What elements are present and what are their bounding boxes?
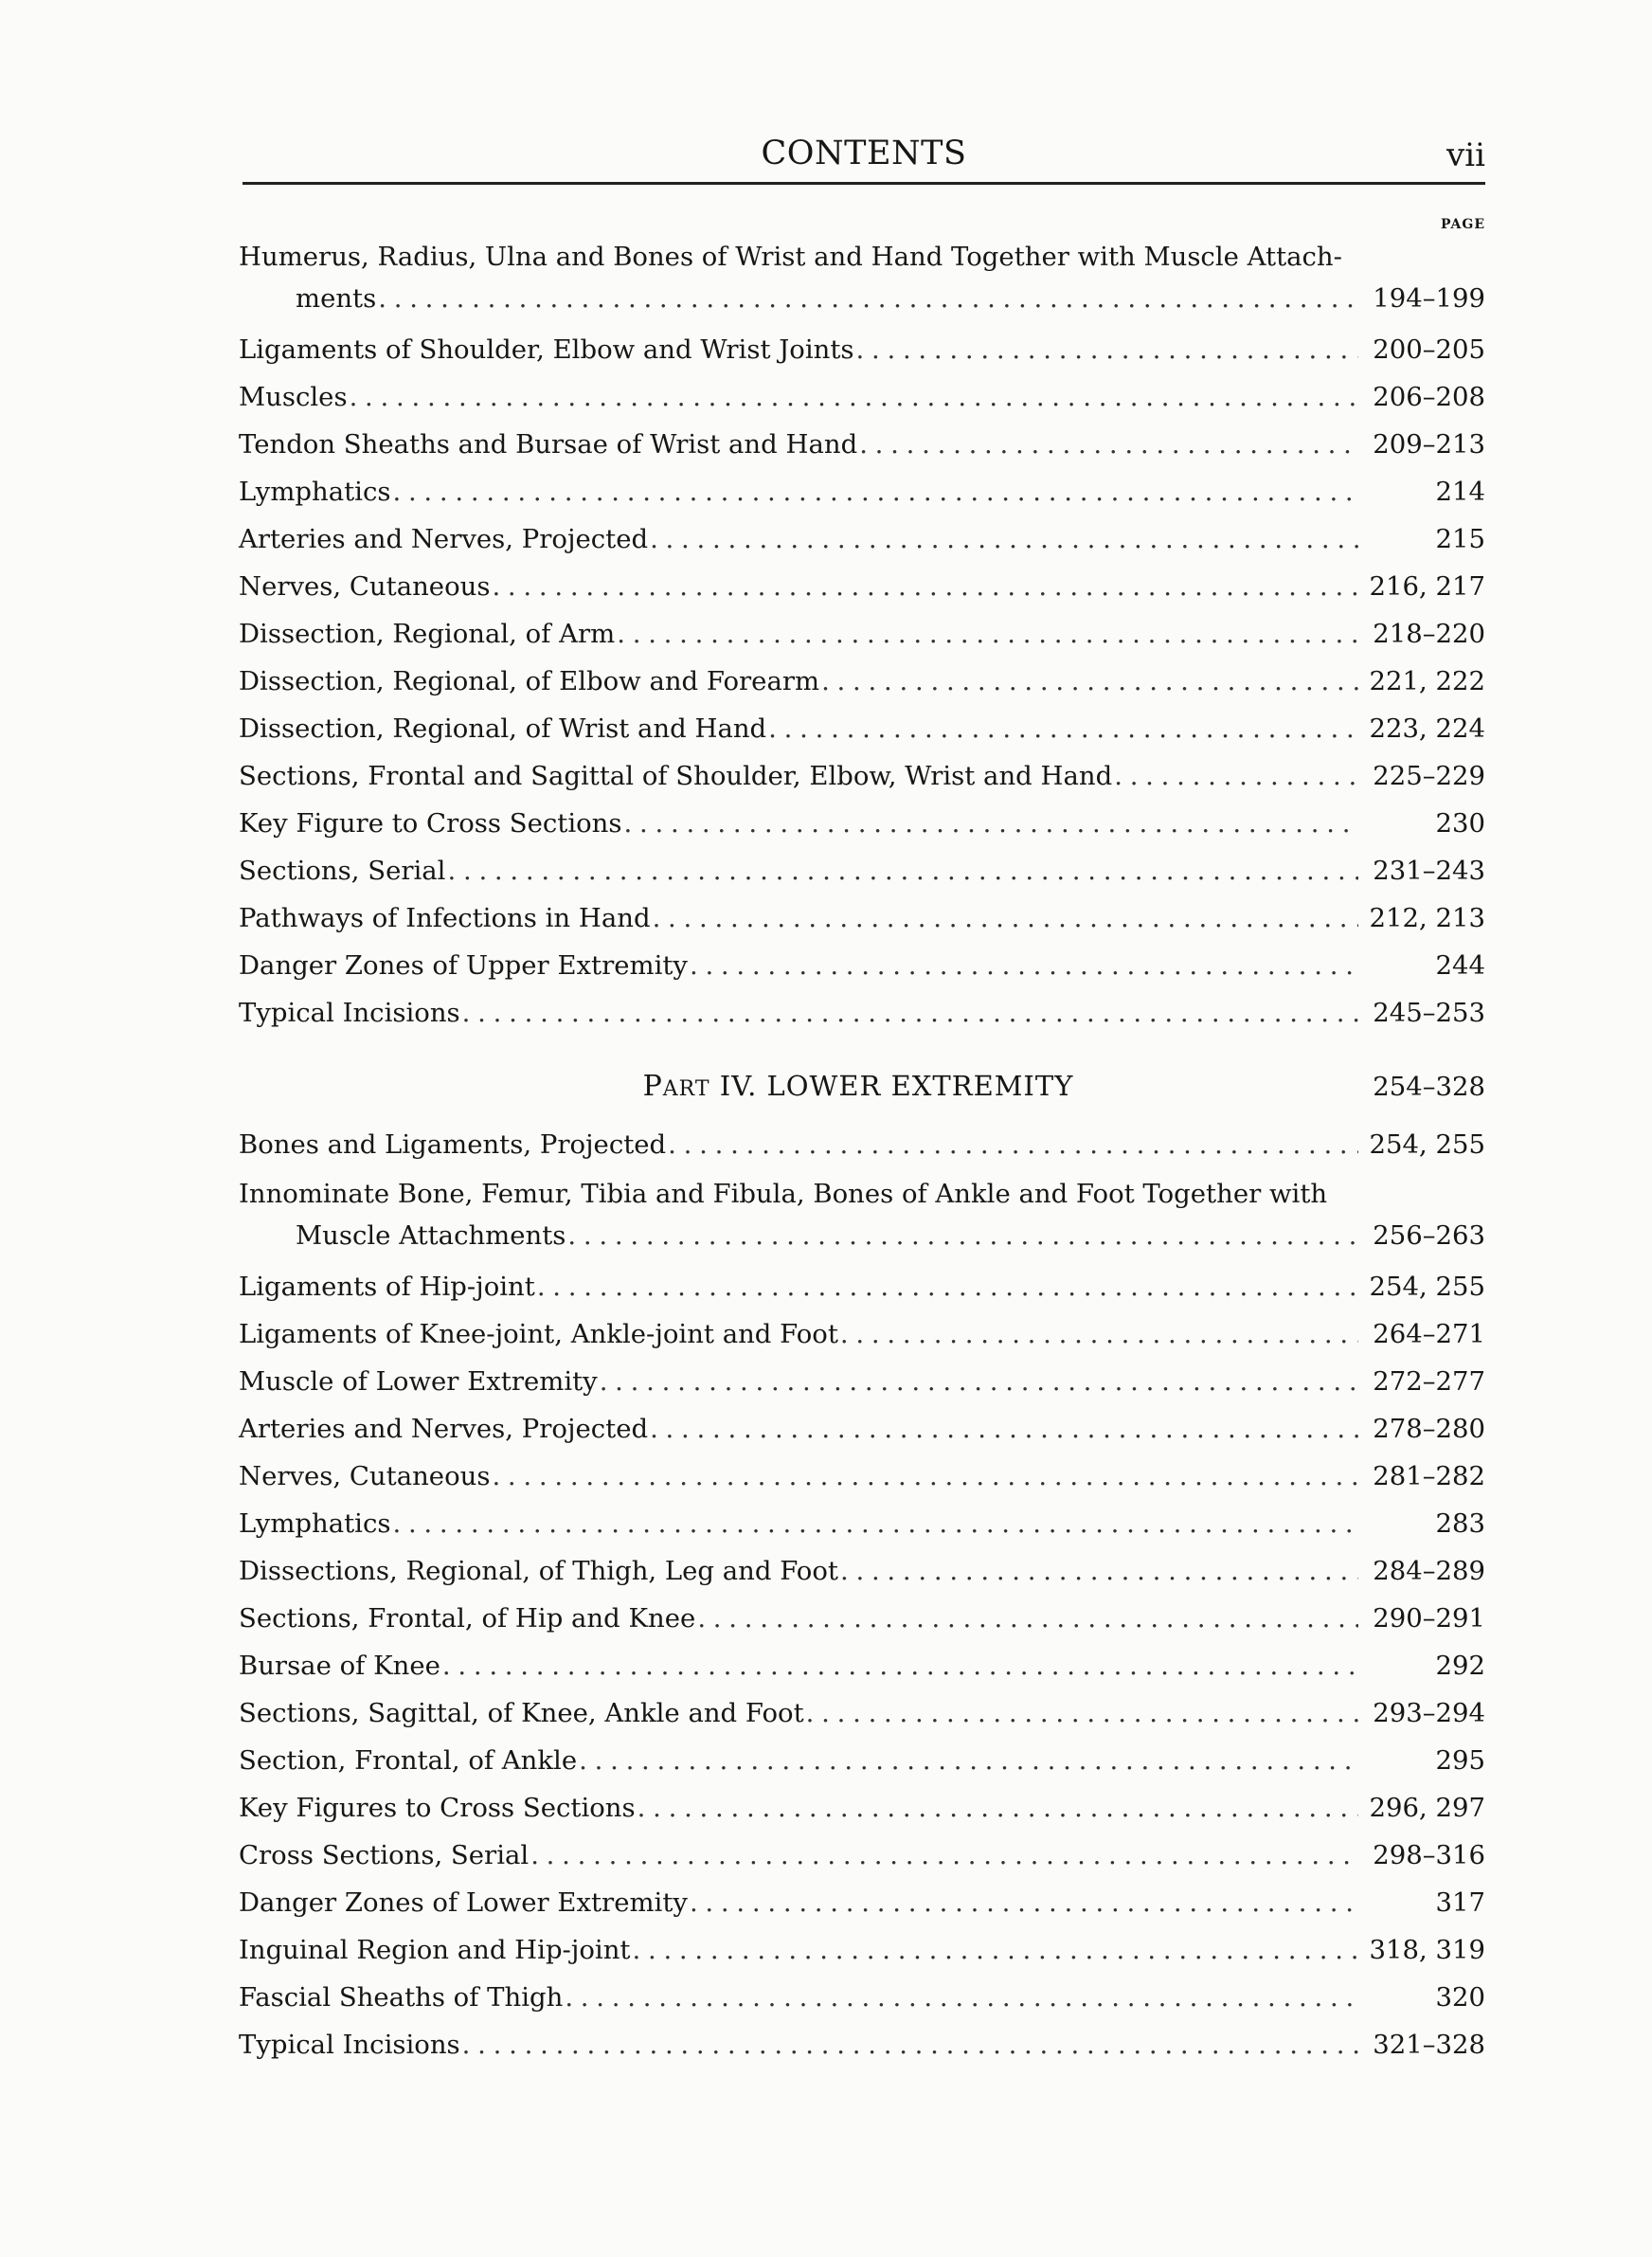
toc-entry [239,1598,1485,1639]
part-pages: 254–328 [1373,1072,1485,1102]
toc-entry-row [239,1977,1485,2018]
toc-entry-row [239,1693,1485,1734]
dot-leader [350,377,1358,418]
toc-entry-title: Muscle of Lower Extremity [239,1366,598,1397]
table-of-contents [239,235,1485,2072]
dot-leader [392,1504,1358,1544]
dot-leader [653,898,1358,939]
toc-entry-title: ments [296,283,377,314]
toc-entry-pages: 292 [1435,1651,1485,1681]
toc-entry [239,472,1485,513]
toc-entry-title: Danger Zones of Upper Extremity [239,950,688,981]
toc-entry [239,1314,1485,1355]
dot-leader [492,567,1358,607]
toc-entry-title: Sections, Frontal and Sagittal of Shoulder, Elbow, Wrist and Hand [239,761,1113,791]
dot-leader [806,1693,1358,1734]
toc-entry-row [239,424,1485,465]
toc-entry-pages: 215 [1435,524,1485,554]
dot-leader [637,1788,1358,1829]
toc-entry-pages: 206–208 [1373,382,1485,412]
toc-entry [239,661,1485,702]
toc-entry-title-line1: Humerus, Radius, Ulna and Bones of Wrist and Hand Together with Muscle Attach- [239,242,1342,272]
toc-entry [239,2025,1485,2066]
toc-entry-title: Key Figures to Cross Sections [239,1793,636,1823]
toc-entry [239,1267,1485,1308]
dot-leader [1114,756,1358,797]
toc-entry-title: Fascial Sheaths of Thigh [239,1982,564,2013]
toc-entry [239,1788,1485,1829]
dot-leader [530,1835,1358,1876]
part-heading [239,1070,1485,1125]
toc-entry-title: Muscles [239,382,348,412]
dot-leader [690,1883,1358,1923]
toc-entry [239,1883,1485,1923]
toc-entry-pages: 221, 222 [1369,666,1485,696]
toc-entry-pages: 194–199 [1373,283,1485,314]
toc-entry-title: Typical Incisions [239,998,460,1028]
toc-entry-pages: 298–316 [1373,1840,1485,1870]
toc-entry-row [239,519,1485,560]
toc-entry-pages: 223, 224 [1369,713,1485,744]
toc-entry-row [239,1216,1485,1256]
toc-entry-title: Nerves, Cutaneous [239,1461,491,1491]
toc-section-upper [239,235,1485,1034]
toc-entry-title: Key Figure to Cross Sections [239,808,622,839]
dot-leader [617,614,1358,655]
toc-entry-pages: 214 [1435,477,1485,507]
dot-leader [442,1646,1358,1687]
toc-entry-title: Dissection, Regional, of Wrist and Hand [239,713,767,744]
toc-entry-pages: 264–271 [1373,1319,1485,1349]
part-title [239,1070,1364,1103]
toc-entry [239,1693,1485,1734]
toc-entry-row [239,1883,1485,1923]
dot-leader [768,709,1358,749]
toc-entry [239,424,1485,465]
dot-leader [624,803,1358,844]
dot-leader [579,1741,1358,1781]
toc-entry [239,898,1485,939]
toc-entry [239,519,1485,560]
toc-entry-row [239,1835,1485,1876]
toc-entry-row [239,709,1485,749]
toc-entry-row [239,851,1485,892]
toc-entry-title: Bones and Ligaments, Projected [239,1129,667,1160]
toc-entry [239,1172,1485,1260]
toc-entry-title-line1: Innominate Bone, Femur, Tibia and Fibula, Bones of Ankle and Foot Together with [239,1179,1328,1209]
toc-entry-title: Muscle Attachments [296,1220,566,1251]
dot-leader [650,519,1358,560]
toc-entry [239,1646,1485,1687]
toc-entry-row [239,2025,1485,2066]
toc-entry-row [239,614,1485,655]
toc-entry [239,993,1485,1034]
toc-entry-row [239,661,1485,702]
toc-entry [239,1551,1485,1592]
toc-entry-pages: 212, 213 [1369,903,1485,933]
toc-entry-title: Inguinal Region and Hip-joint [239,1935,631,1965]
toc-entry-row [239,1125,1485,1165]
toc-entry-pages: 218–220 [1373,619,1485,649]
toc-entry-pages: 284–289 [1373,1556,1485,1586]
toc-entry-row [239,803,1485,844]
toc-entry-pages: 256–263 [1373,1220,1485,1251]
toc-entry-pages: 318, 319 [1369,1935,1485,1965]
toc-entry-title: Ligaments of Knee-joint, Ankle-joint and Foot [239,1319,838,1349]
toc-entry-pages: 244 [1435,950,1485,981]
dot-leader [690,946,1358,986]
toc-entry [239,567,1485,607]
page-header [242,135,1485,178]
toc-entry-pages: 290–291 [1373,1603,1485,1634]
toc-entry-pages: 317 [1435,1887,1485,1918]
toc-entry-title: Lymphatics [239,1508,391,1539]
toc-entry-row [239,377,1485,418]
toc-entry-row [239,1267,1485,1308]
toc-entry-title: Tendon Sheaths and Bursae of Wrist and Hand [239,429,858,460]
toc-entry-pages: 231–243 [1373,856,1485,886]
toc-entry-pages: 216, 217 [1369,571,1485,602]
dot-leader [462,2025,1358,2066]
toc-entry-title: Dissection, Regional, of Arm [239,619,616,649]
toc-entry-row [239,1314,1485,1355]
toc-entry-row [239,279,1485,319]
page-column-label: PAGE [1441,217,1485,232]
toc-entry-pages: 272–277 [1373,1366,1485,1397]
toc-entry [239,377,1485,418]
toc-entry-row [239,567,1485,607]
dot-leader [840,1314,1358,1355]
toc-entry-row [239,756,1485,797]
dot-leader [447,851,1358,892]
header-rule [242,182,1485,185]
toc-entry [239,235,1485,323]
toc-entry-pages: 245–253 [1373,998,1485,1028]
toc-entry-pages: 295 [1435,1745,1485,1776]
toc-entry-row [239,1551,1485,1592]
toc-entry-pages: 293–294 [1373,1698,1485,1728]
part-label-rest: IV. LOWER EXTREMITY [709,1070,1074,1102]
dot-leader [632,1930,1358,1971]
toc-section-lower [239,1125,1485,2066]
dot-leader [600,1362,1358,1402]
toc-entry-row [239,1741,1485,1781]
toc-entry [239,1409,1485,1450]
toc-entry [239,1456,1485,1497]
toc-entry-title: Section, Frontal, of Ankle [239,1745,578,1776]
toc-entry-pages: 200–205 [1373,334,1485,365]
toc-entry-title: Dissections, Regional, of Thigh, Leg and Foot [239,1556,838,1586]
dot-leader [859,424,1358,465]
toc-entry-title: Arteries and Nerves, Projected [239,524,649,554]
toc-entry [239,330,1485,370]
toc-entry-pages: 296, 297 [1369,1793,1485,1823]
dot-leader [856,330,1359,370]
toc-entry-row [239,1930,1485,1971]
toc-entry-row [239,898,1485,939]
toc-entry-title: Pathways of Infections in Hand [239,903,651,933]
toc-entry-row [239,1409,1485,1450]
toc-entry [239,803,1485,844]
toc-entry [239,1362,1485,1402]
toc-entry-row [239,993,1485,1034]
toc-entry-row [239,1504,1485,1544]
toc-entry-row [239,1598,1485,1639]
toc-entry [239,1504,1485,1544]
dot-leader [821,661,1358,702]
dot-leader [567,1216,1358,1256]
toc-entry-row [239,330,1485,370]
dot-leader [492,1456,1358,1497]
dot-leader [537,1267,1358,1308]
toc-entry-row [239,472,1485,513]
toc-entry-title: Danger Zones of Lower Extremity [239,1887,688,1918]
dot-leader [668,1125,1358,1165]
toc-entry-pages: 230 [1435,808,1485,839]
toc-entry-pages: 225–229 [1373,761,1485,791]
toc-entry-title: Sections, Serial [239,856,446,886]
toc-entry [239,1835,1485,1876]
page-number: vii [1446,136,1485,174]
toc-entry-pages: 254, 255 [1369,1272,1485,1302]
toc-entry [239,946,1485,986]
toc-entry [239,1930,1485,1971]
dot-leader [650,1409,1358,1450]
part-label-initial: P [642,1070,663,1103]
page-title: CONTENTS [761,135,967,172]
toc-entry-pages: 278–280 [1373,1414,1485,1444]
toc-entry-title: Nerves, Cutaneous [239,571,491,602]
dot-leader [840,1551,1358,1592]
toc-entry [239,756,1485,797]
toc-entry-row [239,1646,1485,1687]
toc-entry-pages: 321–328 [1373,2030,1485,2060]
toc-entry-pages: 283 [1435,1508,1485,1539]
toc-entry [239,851,1485,892]
toc-entry-pages: 254, 255 [1369,1129,1485,1160]
dot-leader [378,279,1358,319]
toc-entry-pages: 320 [1435,1982,1485,2013]
toc-entry-title: Ligaments of Shoulder, Elbow and Wrist Joints [239,334,854,365]
toc-entry-pages: 281–282 [1373,1461,1485,1491]
toc-entry [239,1741,1485,1781]
toc-entry-row [239,1456,1485,1497]
toc-entry-title: Typical Incisions [239,2030,460,2060]
toc-entry [239,1977,1485,2018]
toc-entry [239,1125,1485,1165]
toc-entry-title: Ligaments of Hip-joint [239,1272,535,1302]
toc-entry-title: Sections, Frontal, of Hip and Knee [239,1603,696,1634]
toc-entry-title: Cross Sections, Serial [239,1840,530,1870]
toc-entry-title: Sections, Sagittal, of Knee, Ankle and Foot [239,1698,804,1728]
toc-entry-title: Arteries and Nerves, Projected [239,1414,649,1444]
dot-leader [565,1977,1358,2018]
toc-entry-row [239,1362,1485,1402]
dot-leader [392,472,1358,513]
toc-entry-pages: 209–213 [1373,429,1485,460]
toc-entry-row [239,946,1485,986]
toc-entry-row [239,1788,1485,1829]
toc-entry-title: Lymphatics [239,477,391,507]
toc-entry-title: Bursae of Knee [239,1651,440,1681]
dot-leader [697,1598,1358,1639]
toc-entry [239,614,1485,655]
toc-entry [239,709,1485,749]
dot-leader [462,993,1358,1034]
part-label-smallcaps: ART [662,1077,710,1101]
toc-entry-title: Dissection, Regional, of Elbow and Forearm [239,666,820,696]
